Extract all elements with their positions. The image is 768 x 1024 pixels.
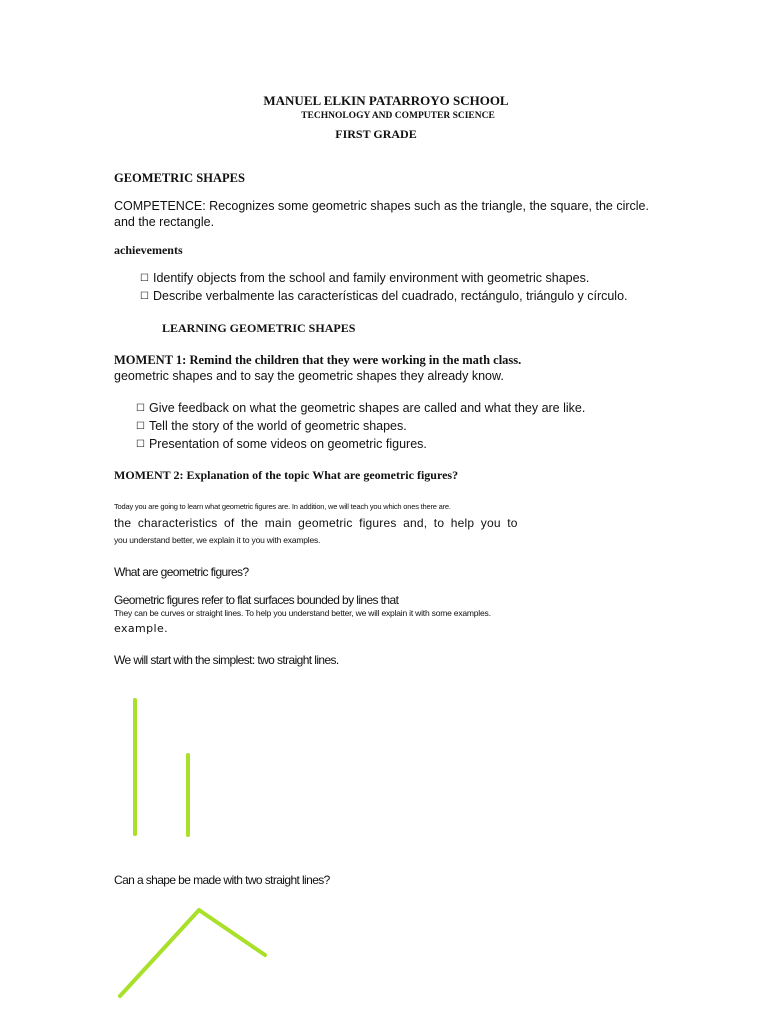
moment1-text: geometric shapes and to say the geometric shapes they already know. — [114, 369, 504, 383]
list-item: ☐ Presentation of some videos on geometric figures. — [136, 437, 427, 451]
checkbox-bullet-icon: ☐ — [136, 439, 145, 450]
list-item: ☐ Describe verbalmente las características del cuadrado, rectángulo, triángulo y círculo. — [140, 289, 628, 303]
checkbox-bullet-icon: ☐ — [136, 421, 145, 432]
subject-name: TECHNOLOGY AND COMPUTER SCIENCE — [301, 111, 495, 121]
list-item: ☐ Tell the story of the world of geometric shapes. — [136, 419, 407, 433]
school-name: MANUEL ELKIN PATARROYO SCHOOL — [263, 93, 509, 108]
moment2-line1: Today you are going to learn what geometric figures are. In addition, we will teach you which ones there are. — [114, 502, 451, 511]
definition-line1: Geometric figures refer to flat surfaces bounded by lines that — [114, 593, 399, 607]
moment1-title: MOMENT 1: Remind the children that they were working in the math class. — [114, 353, 522, 367]
list-item: ☐ Identify objects from the school and family environment with geometric shapes. — [140, 271, 590, 285]
checkbox-bullet-icon: ☐ — [140, 273, 149, 284]
moment2-title: MOMENT 2: Explanation of the topic What are geometric figures? — [114, 468, 459, 482]
question-two-lines: Can a shape be made with two straight lines? — [114, 873, 330, 887]
definition-line3: example. — [114, 622, 169, 635]
list-item: ☐ Give feedback on what the geometric shapes are called and what they are like. — [136, 401, 586, 415]
competence-text: COMPETENCE: Recognizes some geometric shapes such as the triangle, the square, the circle. and the rectangle. — [114, 199, 649, 229]
start-text: We will start with the simplest: two straight lines. — [114, 653, 339, 667]
grade-name: FIRST GRADE — [335, 127, 417, 141]
moment2-line2: the characteristics of the main geometric figures and, to help you to — [114, 516, 518, 530]
checkbox-bullet-icon: ☐ — [136, 403, 145, 414]
achievements-title: achievements — [114, 243, 183, 257]
definition-line2: They can be curves or straight lines. To help you understand better, we will explain it with some examples. — [114, 608, 491, 618]
learning-title: LEARNING GEOMETRIC SHAPES — [162, 321, 356, 335]
question-geometric-figures: What are geometric figures? — [114, 565, 249, 579]
moment2-line3: you understand better, we explain it to you with examples. — [114, 535, 321, 545]
angle-lines — [120, 910, 265, 996]
checkbox-bullet-icon: ☐ — [140, 291, 149, 302]
section-title: GEOMETRIC SHAPES — [114, 171, 245, 185]
